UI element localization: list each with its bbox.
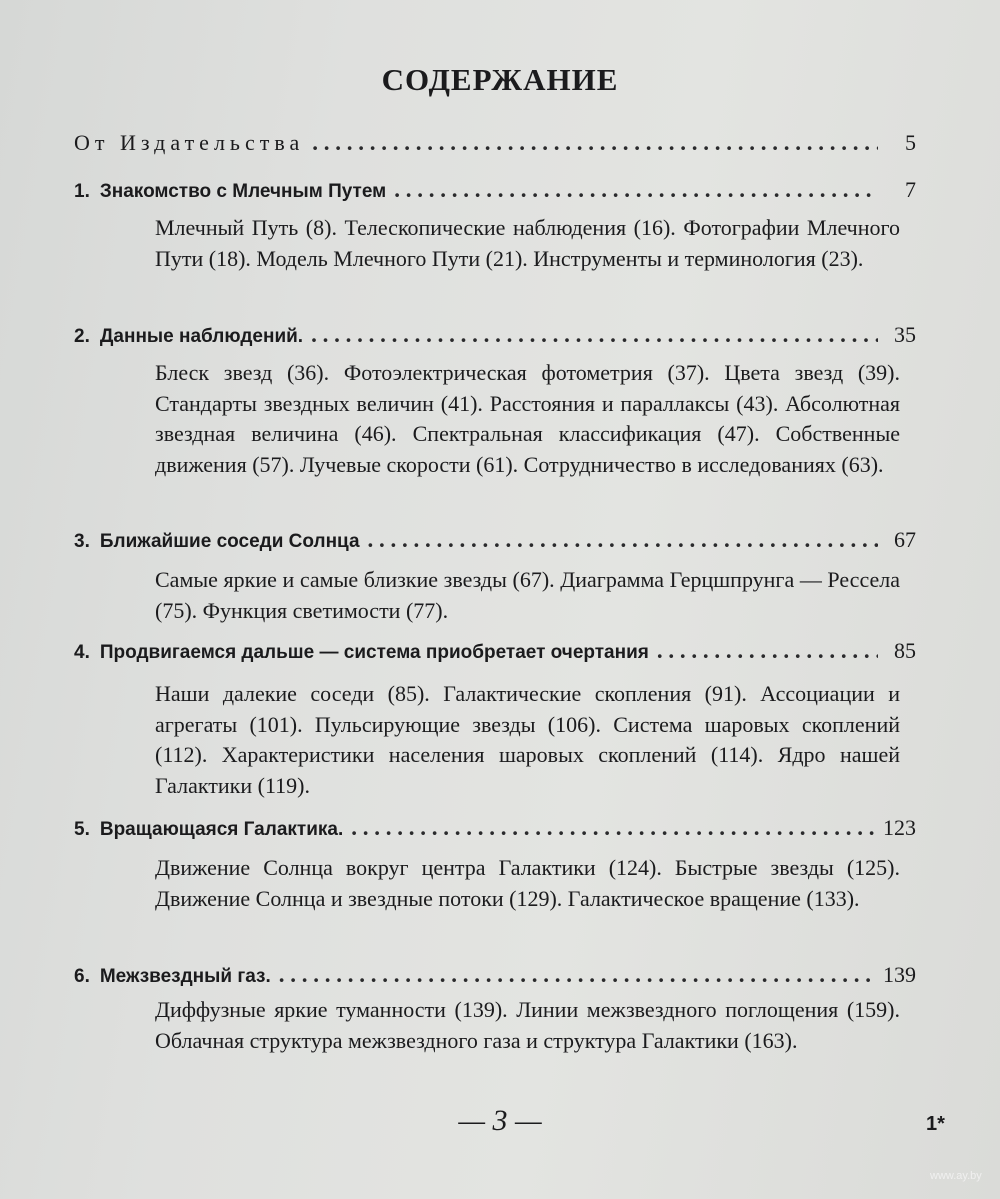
- toc-entry-description: Наши далекие соседи (85). Галактические скопления (91). Ассоциации и агрегаты (101). Пульсирующие звезды (106). Система шаровых скоплений (112). Характеристики населения шаровых скоплений (114). Ядро нашей Галактики (119).: [155, 681, 900, 798]
- toc-entry-label: Ближайшие соседи Солнца: [99, 531, 360, 552]
- toc-entry-label: Вращающаяся Галактика.: [99, 819, 344, 840]
- toc-entry-label: Знакомство с Млечным Путем: [99, 181, 387, 202]
- toc-entry-number: 1.: [74, 181, 90, 202]
- leader-dots: [394, 177, 878, 203]
- toc-entry-page: 123: [883, 815, 916, 840]
- toc-entry-5: [74, 815, 916, 841]
- toc-entry-6: [74, 962, 916, 988]
- toc-entry-page: 35: [894, 322, 916, 347]
- toc-entry-label: Продвигаемся дальше — система приобретает очертания: [99, 642, 649, 663]
- toc-entry-number: 6.: [74, 966, 90, 987]
- leader-dots: [351, 815, 875, 841]
- toc-entry-description: Блеск звезд (36). Фотоэлектрическая фотометрия (37). Цвета звезд (39). Стандарты звездных величин (41). Расстояния и параллаксы (43). Абсолютная звездная величина (46). Спектральная классификация (47). Собственные движения (57). Лучевые скорости (61). Сотрудничество в исследованиях (63).: [155, 360, 900, 477]
- toc-entry-number: 2.: [74, 326, 90, 347]
- leader-dots: [311, 322, 878, 348]
- toc-entry-number: 4.: [74, 642, 90, 663]
- page-number: — 3 —: [458, 1104, 542, 1137]
- leader-dots: [279, 962, 875, 988]
- toc-entry-description: Движение Солнца вокруг центра Галактики (124). Быстрые звезды (125). Движение Солнца и звездные потоки (129). Галактическое вращение (133).: [155, 855, 900, 911]
- toc-entry-4: [74, 638, 916, 664]
- watermark: www.ay.by: [930, 1170, 982, 1182]
- toc-entry-page: 5: [905, 130, 916, 155]
- toc-entry-publisher: [74, 130, 916, 156]
- toc-entry-2: [74, 322, 916, 348]
- toc-entry-page: 139: [883, 962, 916, 987]
- page-title: СОДЕРЖАНИЕ: [381, 62, 619, 97]
- toc-entry-label: Межзвездный газ.: [99, 966, 271, 987]
- toc-entry-description: Млечный Путь (8). Телескопические наблюдения (16). Фотографии Млечного Пути (18). Модель Млечного Пути (21). Инструменты и терминология (23).: [155, 215, 900, 271]
- toc-entry-label: Данные наблюдений.: [99, 326, 304, 347]
- toc-entry-description: Самые яркие и самые близкие звезды (67). Диаграмма Герцшпрунга — Рессела (75). Функция светимости (77).: [155, 567, 900, 623]
- leader-dots: [368, 527, 878, 553]
- toc-entry-number: 5.: [74, 819, 90, 840]
- toc-entry-description: Диффузные яркие туманности (139). Линии межзвездного поглощения (159). Облачная структура межзвездного газа и структура Галактики (163).: [155, 997, 900, 1053]
- toc-entry-page: 85: [894, 638, 916, 663]
- leader-dots: [312, 130, 878, 156]
- toc-entry-page: 7: [905, 177, 916, 202]
- signature-mark: 1*: [926, 1113, 945, 1135]
- toc-entry-label: От Издательства: [74, 130, 305, 155]
- leader-dots: [657, 638, 878, 664]
- toc-entry-number: 3.: [74, 531, 90, 552]
- toc-entry-3: [74, 527, 916, 553]
- toc-entry-page: 67: [894, 527, 916, 552]
- toc-entry-1: [74, 177, 916, 203]
